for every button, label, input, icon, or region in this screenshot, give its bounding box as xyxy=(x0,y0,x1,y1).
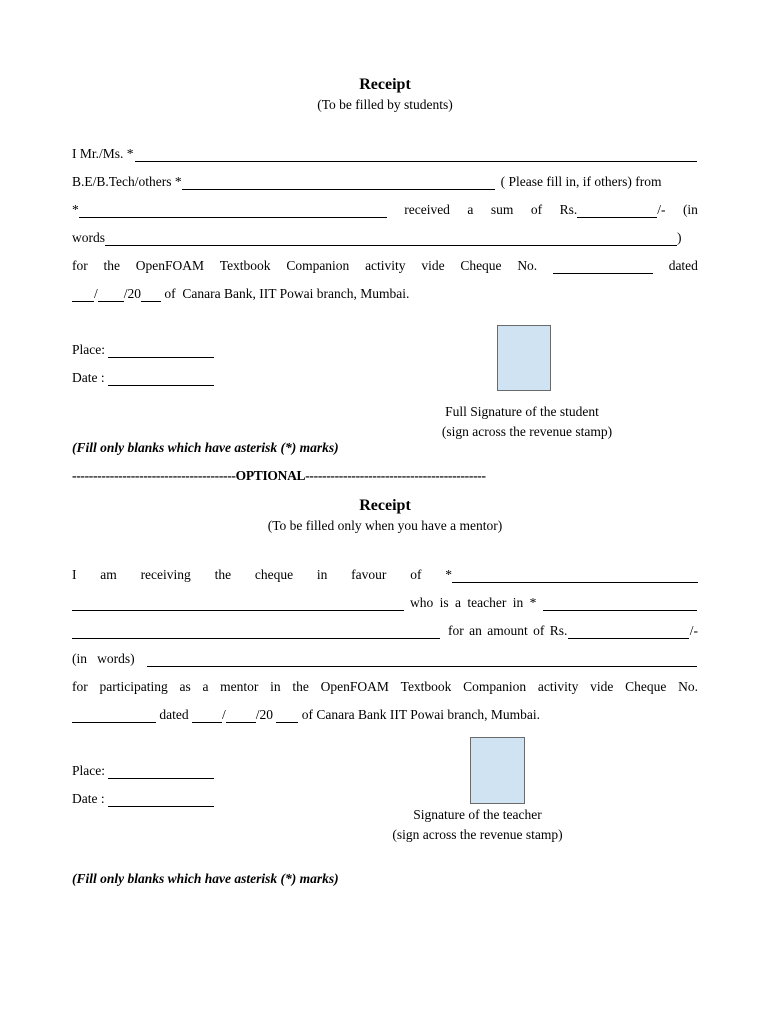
favour-text-word: in xyxy=(316,567,328,582)
course-label: B.E/B.Tech/others * xyxy=(72,174,182,189)
words-close: ) xyxy=(677,230,682,245)
teacher-row xyxy=(72,591,698,611)
participation-word: activity xyxy=(537,679,579,694)
favour-text-word: favour xyxy=(351,567,387,582)
signature-instruction: (sign across the revenue stamp) xyxy=(441,424,613,439)
amount-suffix: /- xyxy=(657,202,666,217)
mentor-favour-row xyxy=(72,563,698,583)
bank-text: of Canara Bank, IIT Powai branch, Mumbai. xyxy=(161,286,410,301)
participation-word: Companion xyxy=(463,679,527,694)
favour-text-word: receiving xyxy=(140,567,191,582)
received-word: received xyxy=(404,202,450,217)
teacher-signature-instruction: (sign across the revenue stamp) xyxy=(392,827,563,842)
a-word: a xyxy=(467,202,474,217)
participation-word: as xyxy=(179,679,191,694)
mentor-place-field[interactable] xyxy=(108,765,214,779)
student-name-field[interactable] xyxy=(135,148,697,162)
place-row xyxy=(72,338,272,358)
mentor-receipt-subtitle: (To be filled only when you have a mentor) xyxy=(267,518,503,533)
cheque-text-word: OpenFOAM xyxy=(135,258,205,273)
receipt-title: Receipt xyxy=(359,76,411,93)
mentor-cheque-month-field[interactable] xyxy=(226,709,256,723)
date-label: Date : xyxy=(72,370,108,385)
participation-word: Cheque xyxy=(625,679,667,694)
participation-word: the xyxy=(292,679,309,694)
words-label: words xyxy=(72,230,105,245)
date-sep: / xyxy=(94,286,98,301)
date-sep-year: /20 xyxy=(123,286,142,301)
mentor-name-field[interactable] xyxy=(452,569,698,583)
mentor-cheque-number-field[interactable] xyxy=(72,709,156,723)
mentor-name-continued-field[interactable] xyxy=(72,597,404,611)
mentor-revenue-stamp-box[interactable] xyxy=(470,737,525,804)
mentor-receipt-title: Receipt xyxy=(359,497,411,514)
institute-amount-row xyxy=(72,198,698,218)
mentor-bank-text: of Canara Bank IIT Powai branch, Mumbai. xyxy=(298,707,540,722)
course-hint: ( Please fill in, if others) from xyxy=(500,174,662,189)
institute-asterisk: * xyxy=(72,202,79,217)
cheque-text-word: No. xyxy=(517,258,538,273)
participation-word: vide xyxy=(590,679,614,694)
amount-words-row xyxy=(72,226,698,246)
participation-word: for xyxy=(72,679,88,694)
date-field[interactable] xyxy=(108,372,214,386)
participation-word: in xyxy=(270,679,281,694)
course-field[interactable] xyxy=(182,176,495,190)
of-word: of xyxy=(530,202,543,217)
cheque-month-field[interactable] xyxy=(98,288,124,302)
favour-text-word: the xyxy=(214,567,232,582)
amount-field[interactable] xyxy=(577,204,657,218)
amount-words-field[interactable] xyxy=(105,232,677,246)
mentor-cheque-year-field[interactable] xyxy=(276,709,298,723)
mentor-amount-suffix: /- xyxy=(689,623,698,638)
mentor-asterisk-note: (Fill only blanks which have asterisk (*) marks) xyxy=(72,871,339,886)
favour-text-word: I xyxy=(72,567,77,582)
place-field[interactable] xyxy=(108,344,214,358)
favour-text-word: am xyxy=(100,567,117,582)
participation-word: OpenFOAM xyxy=(320,679,389,694)
mentor-cheque-row xyxy=(72,675,698,695)
cheque-text-word: Textbook xyxy=(219,258,271,273)
mentor-date-bank-row xyxy=(72,703,698,723)
mentor-amount-field[interactable] xyxy=(568,625,688,639)
teacher-signature-caption xyxy=(370,805,585,845)
cheque-text-word: activity xyxy=(365,258,406,273)
mentor-place-row xyxy=(72,759,272,779)
teacher-institute-field[interactable] xyxy=(543,597,697,611)
participation-word: participating xyxy=(99,679,168,694)
mentor-amount-row xyxy=(72,619,698,639)
date-row xyxy=(72,366,272,386)
mentor-date-field[interactable] xyxy=(108,793,214,807)
mentor-words-row xyxy=(72,647,698,667)
course-row xyxy=(72,170,698,190)
sum-word: sum xyxy=(490,202,514,217)
asterisk-note: (Fill only blanks which have asterisk (*) marks) xyxy=(72,440,339,455)
in-words-label: (in words) xyxy=(72,651,135,666)
participation-word: mentor xyxy=(220,679,259,694)
cheque-text-word: Companion xyxy=(286,258,350,273)
mentor-amount-words-field[interactable] xyxy=(147,653,697,667)
participation-word: Textbook xyxy=(400,679,452,694)
cheque-text-word: the xyxy=(103,258,120,273)
cheque-year-field[interactable] xyxy=(141,288,161,302)
amount-label: for an amount of Rs. xyxy=(448,623,568,638)
name-label: I Mr./Ms. * xyxy=(72,146,134,161)
place-label: Place: xyxy=(72,342,109,357)
institute-field[interactable] xyxy=(79,204,387,218)
revenue-stamp-box[interactable] xyxy=(497,325,551,391)
mentor-date-label: Date : xyxy=(72,791,108,806)
cheque-row xyxy=(72,254,698,274)
favour-text-word: cheque xyxy=(254,567,294,582)
in-word: (in xyxy=(682,202,698,217)
cheque-number-field[interactable] xyxy=(553,260,653,274)
receipt-subtitle: (To be filled by students) xyxy=(317,97,453,112)
mentor-date-sep-year: /20 xyxy=(255,707,277,722)
mentor-date-row xyxy=(72,787,272,807)
teacher-signature-label: Signature of the teacher xyxy=(413,807,542,822)
mentor-place-label: Place: xyxy=(72,763,109,778)
mentor-date-sep: / xyxy=(222,707,226,722)
date-bank-row xyxy=(72,282,698,302)
rs-label: Rs. xyxy=(559,202,578,217)
signature-label: Full Signature of the student xyxy=(445,404,599,419)
favour-asterisk: * xyxy=(445,567,452,582)
favour-text-word: of xyxy=(410,567,422,582)
cheque-text-word: Cheque xyxy=(460,258,502,273)
student-signature-caption xyxy=(412,402,632,442)
cheque-day-field[interactable] xyxy=(72,288,94,302)
optional-divider: ---------------------------------------OPTIONAL------------------------------------------- xyxy=(72,468,486,483)
teacher-label: who is a teacher in * xyxy=(410,595,537,610)
mentor-cheque-day-field[interactable] xyxy=(192,709,222,723)
participation-word: No. xyxy=(678,679,698,694)
mentor-dated-label: dated xyxy=(156,707,192,722)
cheque-text-word: for xyxy=(72,258,88,273)
cheque-text-word: vide xyxy=(421,258,445,273)
participation-word: a xyxy=(202,679,209,694)
dated-label: dated xyxy=(668,258,698,273)
student-name-row xyxy=(72,142,698,162)
mentor-institute-continued-field[interactable] xyxy=(72,625,440,639)
